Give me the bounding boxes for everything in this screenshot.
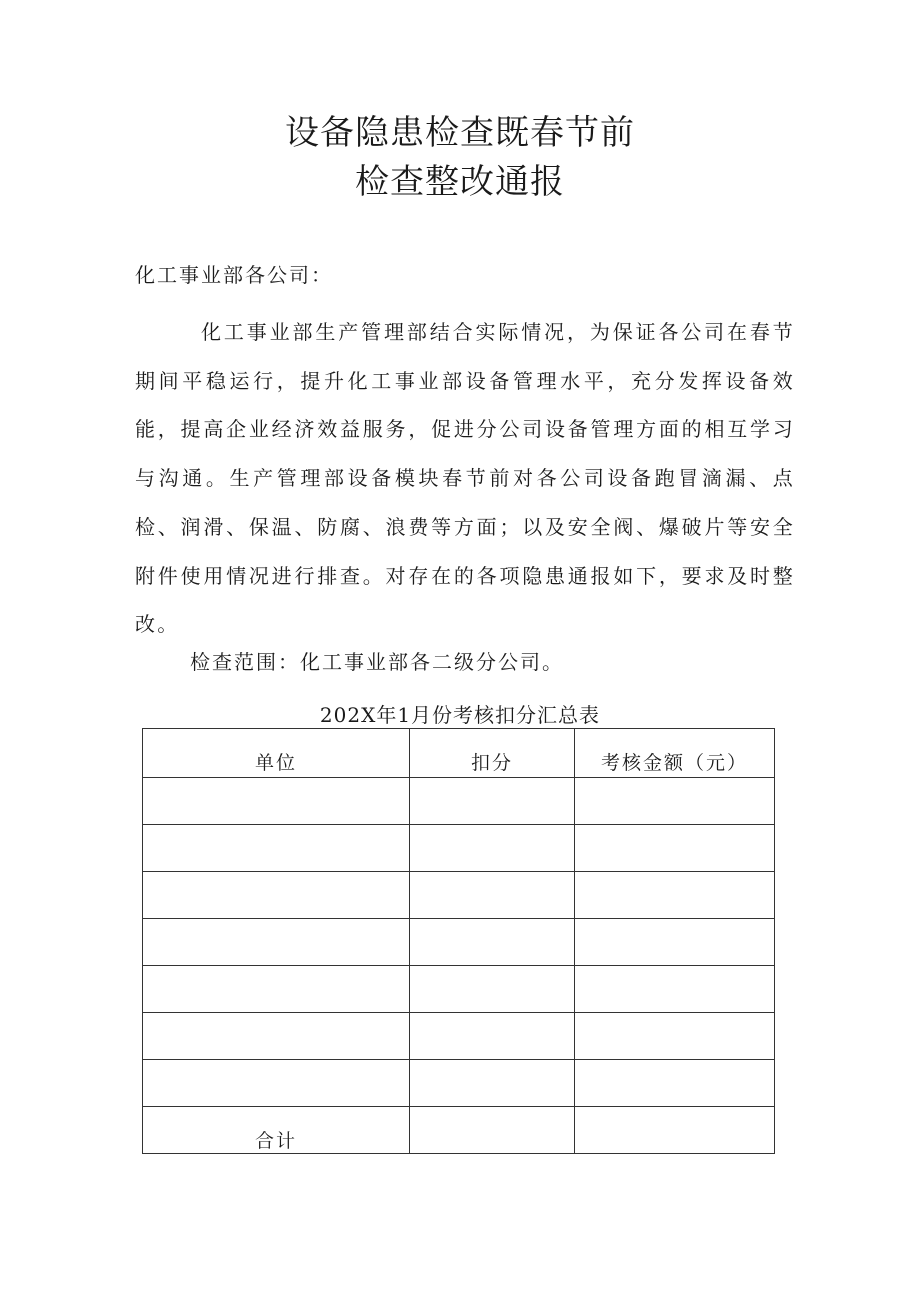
table-row <box>143 966 775 1013</box>
table-cell <box>575 872 775 919</box>
table-cell <box>410 966 575 1013</box>
table-row <box>143 778 775 825</box>
body-paragraph: 化工事业部生产管理部结合实际情况，为保证各公司在春节期间平稳运行，提升化工事业部设备管理水平，充分发挥设备效能，提高企业经济效益服务，促进分公司设备管理方面的相互学习与沟通。生产管理部设备模块春节前对各公司设备跑冒滴漏、点检、润滑、保温、防腐、浪费等方面；以及安全阀、爆破片等安全附件使用情况进行排查。对存在的各项隐患通报如下，要求及时整改。 <box>135 320 795 637</box>
table-cell <box>575 1060 775 1107</box>
table-caption: 202X年1月份考核扣分汇总表 <box>319 703 601 727</box>
table-cell <box>410 825 575 872</box>
table-cell <box>575 966 775 1013</box>
table-cell <box>575 825 775 872</box>
total-label: 合计 <box>143 1107 410 1154</box>
table-cell <box>143 1013 410 1060</box>
table-cell <box>575 1013 775 1060</box>
document-title-line-1: 设备隐患检查既春节前 <box>285 113 635 153</box>
header-unit: 单位 <box>143 729 410 778</box>
table-cell <box>410 778 575 825</box>
total-deduction-cell <box>410 1107 575 1154</box>
document-title-line-2: 检查整改通报 <box>355 162 565 202</box>
table-cell <box>410 1013 575 1060</box>
total-row <box>143 1107 775 1154</box>
header-deduction: 扣分 <box>410 729 575 778</box>
summary-table <box>142 728 775 1154</box>
header-amount: 考核金额（元） <box>575 729 775 778</box>
total-amount-cell <box>575 1107 775 1154</box>
table-row <box>143 1060 775 1107</box>
table-row <box>143 919 775 966</box>
table-cell <box>410 872 575 919</box>
inspection-scope: 检查范围：化工事业部各二级分公司。 <box>190 650 564 674</box>
table-cell <box>410 919 575 966</box>
table-cell <box>143 966 410 1013</box>
table-cell <box>410 1060 575 1107</box>
table-cell <box>575 919 775 966</box>
table-cell <box>143 778 410 825</box>
table-cell <box>143 825 410 872</box>
table-row <box>143 872 775 919</box>
table-header-row <box>143 729 775 778</box>
table-cell <box>575 778 775 825</box>
salutation: 化工事业部各公司： <box>135 263 333 287</box>
table-row <box>143 1013 775 1060</box>
table-row <box>143 825 775 872</box>
table-cell <box>143 872 410 919</box>
table-cell <box>143 919 410 966</box>
table-cell <box>143 1060 410 1107</box>
